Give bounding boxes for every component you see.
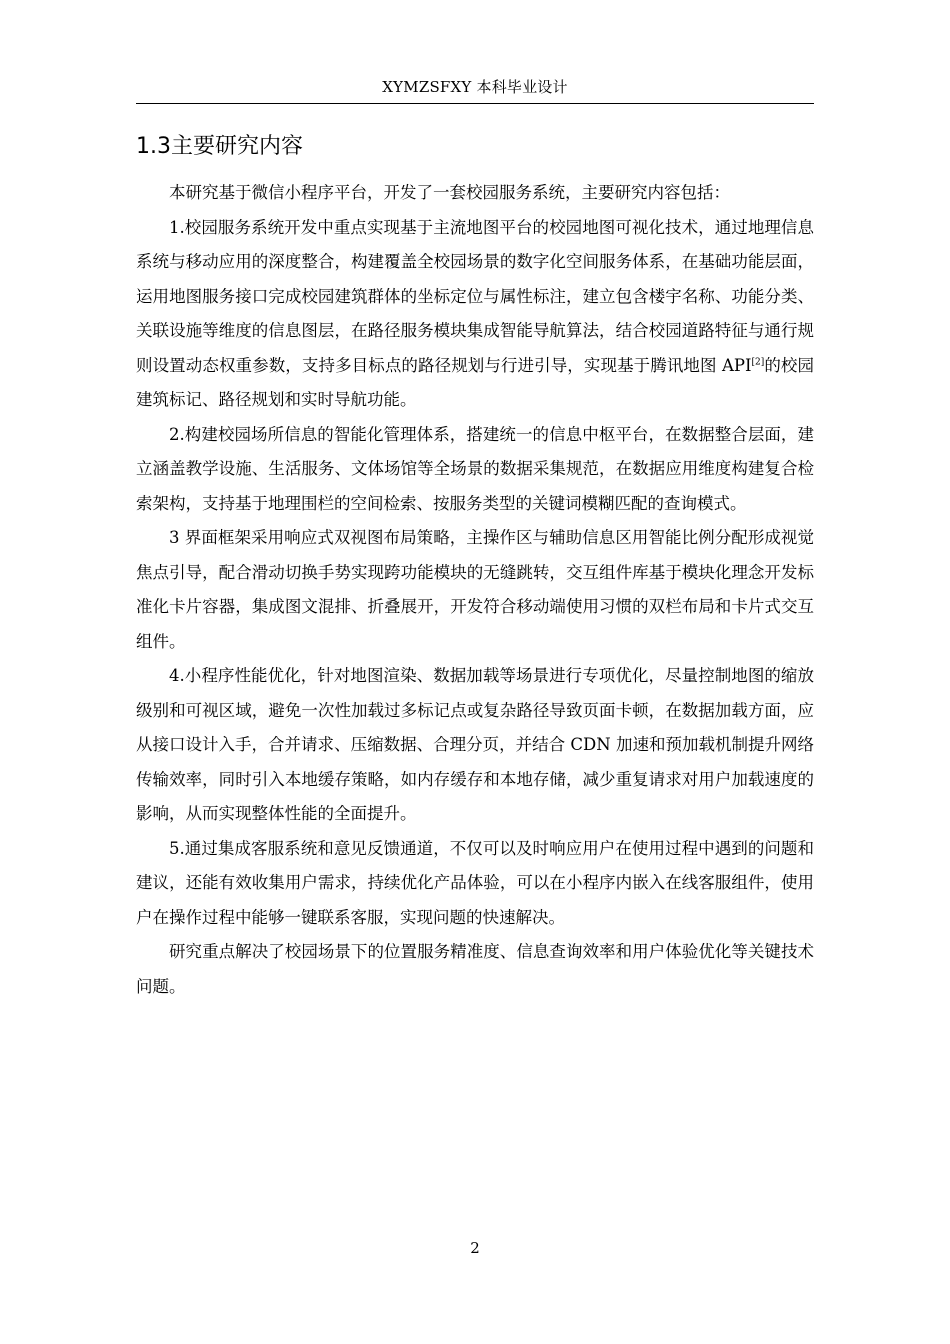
paragraph-conclusion: 研究重点解决了校园场景下的位置服务精准度、信息查询效率和用户体验优化等关键技术问题。 <box>136 942 814 996</box>
header-divider <box>136 103 814 104</box>
paragraph-item-4: 4.小程序性能优化，针对地图渲染、数据加载等场景进行专项优化，尽量控制地图的缩放级别和可视区域，避免一次性加载过多标记点或复杂路径导致页面卡顿，在数据加载方面，应从接口设计入手，合并请求、压缩数据、合理分页，并结合 CDN 加速和预加载机制提升网络传输效率，同时引入本地缓存策略，如内存缓存和本地存储，减少重复请求对用户加载速度的影响，从而实现整体性能的全面提升。 <box>136 666 814 823</box>
paragraph-item-1-text: 1.校园服务系统开发中重点实现基于主流地图平台的校园地图可视化技术，通过地理信息系统与移动应用的深度整合，构建覆盖全校园场景的数字化空间服务体系，在基础功能层面，运用地图服务接口完成校园建筑群体的坐标定位与属性标注，建立包含楼宇名称、功能分类、关联设施等维度的信息图层，在路径服务模块集成智能导航算法，结合校园道路特征与通行规则设置动态权重参数，支持多目标点的路径规划与行进引导，实现基于腾讯地图 API <box>136 217 814 375</box>
paragraph-item-5: 5.通过集成客服系统和意见反馈通道，不仅可以及时响应用户在使用过程中遇到的问题和建议，还能有效收集用户需求，持续优化产品体验，可以在小程序内嵌入在线客服组件，使用户在操作过程中能够一键联系客服，实现问题的快速解决。 <box>136 838 814 927</box>
paragraph-item-1 <box>136 211 814 418</box>
page-number: 2 <box>470 1239 480 1257</box>
paragraph-intro: 本研究基于微信小程序平台，开发了一套校园服务系统，主要研究内容包括： <box>169 183 730 202</box>
section-heading: 1.3主要研究内容 <box>136 134 303 159</box>
paragraph-item-2: 2.构建校园场所信息的智能化管理体系，搭建统一的信息中枢平台，在数据整合层面，建立涵盖教学设施、生活服务、文体场馆等全场景的数据采集规范，在数据应用维度构建复合检索架构，支持基于地理围栏的空间检索、按服务类型的关键词模糊匹配的查询模式。 <box>136 424 814 513</box>
paragraph-item-3: 3 界面框架采用响应式双视图布局策略，主操作区与辅助信息区用智能比例分配形成视觉焦点引导，配合滑动切换手势实现跨功能模块的无缝跳转，交互组件库基于模块化理念开发标准化卡片容器，集成图文混排、折叠展开，开发符合移动端使用习惯的双栏布局和卡片式交互组件。 <box>136 528 814 651</box>
citation-reference: [2] <box>751 357 765 367</box>
running-header: XYMZSFXY 本科毕业设计 <box>382 78 568 96</box>
section-body <box>136 176 814 1004</box>
paragraph-item-1-text-end: 的校园建筑标记、路径规划和实时导航功能。 <box>136 355 815 409</box>
